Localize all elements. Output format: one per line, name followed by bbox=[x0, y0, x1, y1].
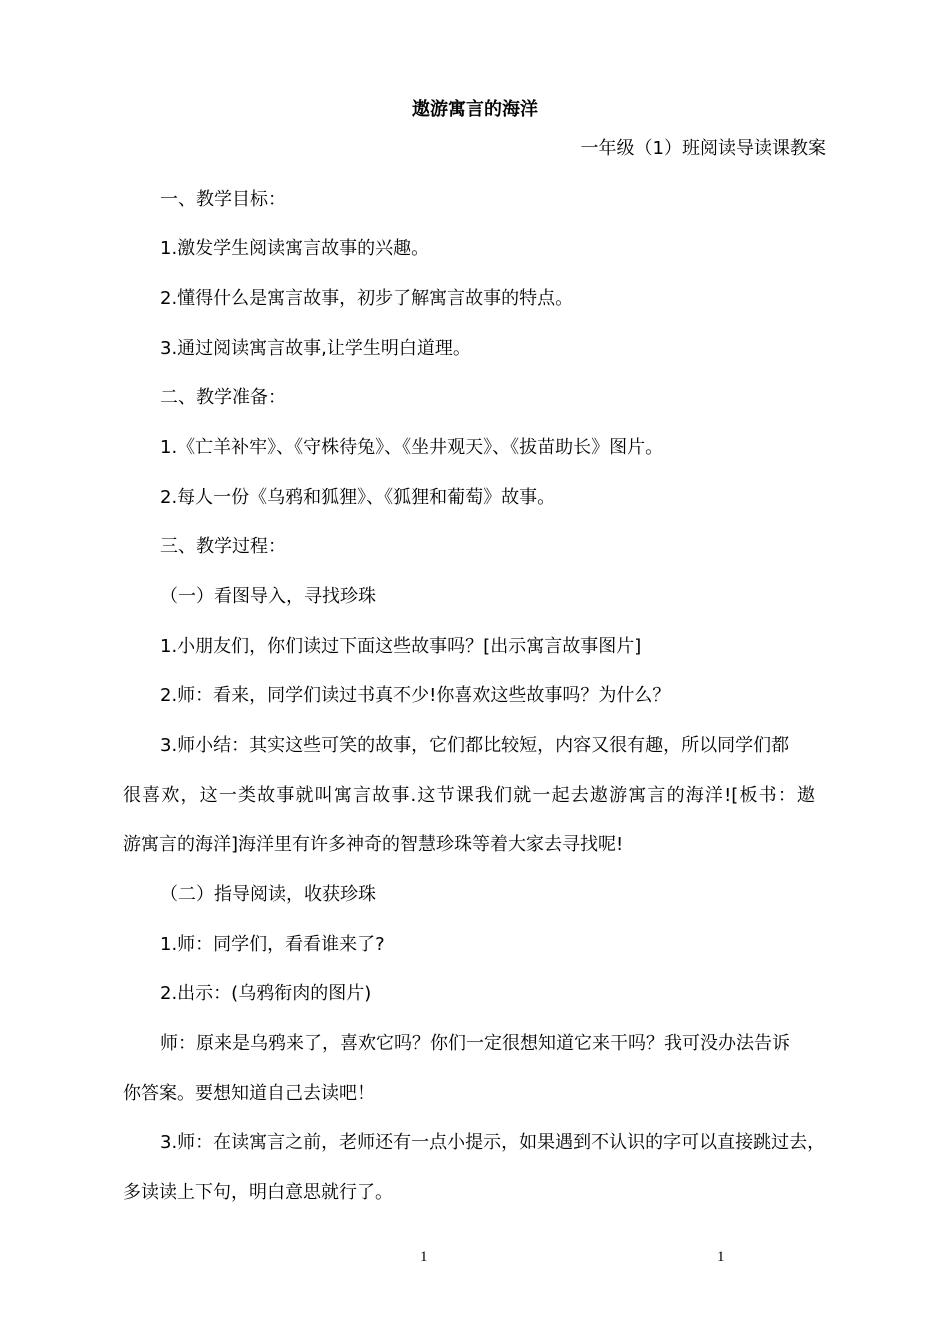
page-number-left: 1 bbox=[420, 1249, 428, 1265]
section-heading-preparation: 二、教学准备： bbox=[160, 387, 286, 408]
subsection-heading-1: （一）看图导入，寻找珍珠 bbox=[160, 586, 376, 607]
process-step-3-line-1: 3.师小结：其实这些可笑的故事，它们都比较短，内容又很有趣，所以同学们都 bbox=[160, 735, 790, 756]
document-subtitle: 一年级（1）班阅读导读课教案 bbox=[580, 138, 826, 159]
objective-1: 1.激发学生阅读寓言故事的兴趣。 bbox=[160, 238, 430, 259]
subsection-heading-2: （二）指导阅读，收获珍珠 bbox=[160, 884, 376, 905]
reading-step-3-line-1: 3.师：在读寓言之前，老师还有一点小提示，如果遇到不认识的字可以直接跳过去， bbox=[160, 1132, 826, 1153]
objective-3: 3.通过阅读寓言故事,让学生明白道理。 bbox=[160, 338, 471, 359]
reading-step-3-line-2: 多读读上下句，明白意思就行了。 bbox=[123, 1182, 393, 1203]
document-title: 遨游寓言的海洋 bbox=[412, 99, 538, 120]
teacher-remark-line-1: 师：原来是乌鸦来了，喜欢它吗？你们一定很想知道它来干吗？我可没办法告诉 bbox=[160, 1033, 790, 1054]
process-step-3-line-2: 很喜欢，这一类故事就叫寓言故事.这节课我们就一起去遨游寓言的海洋![板书：遨 bbox=[123, 785, 815, 806]
objective-2: 2.懂得什么是寓言故事，初步了解寓言故事的特点。 bbox=[160, 288, 574, 309]
preparation-1: 1.《亡羊补牢》、《守株待兔》、《坐井观天》、《拔苗助长》图片。 bbox=[160, 437, 664, 458]
process-step-3-line-3: 游寓言的海洋]海洋里有许多神奇的智慧珍珠等着大家去寻找呢! bbox=[123, 834, 624, 855]
section-heading-objectives: 一、教学目标： bbox=[160, 189, 286, 210]
teacher-remark-line-2: 你答案。要想知道自己去读吧！ bbox=[123, 1083, 375, 1104]
process-step-2: 2.师：看来，同学们读过书真不少!你喜欢这些故事吗？为什么？ bbox=[160, 685, 671, 706]
page-number-right: 1 bbox=[717, 1249, 725, 1265]
preparation-2: 2.每人一份《乌鸦和狐狸》、《狐狸和葡萄》故事。 bbox=[160, 487, 556, 508]
reading-step-2: 2.出示：(乌鸦衔肉的图片) bbox=[160, 983, 372, 1004]
process-step-1: 1.小朋友们，你们读过下面这些故事吗？[出示寓言故事图片] bbox=[160, 636, 642, 657]
reading-step-1: 1.师：同学们，看看谁来了? bbox=[160, 934, 385, 955]
section-heading-process: 三、教学过程： bbox=[160, 536, 286, 557]
